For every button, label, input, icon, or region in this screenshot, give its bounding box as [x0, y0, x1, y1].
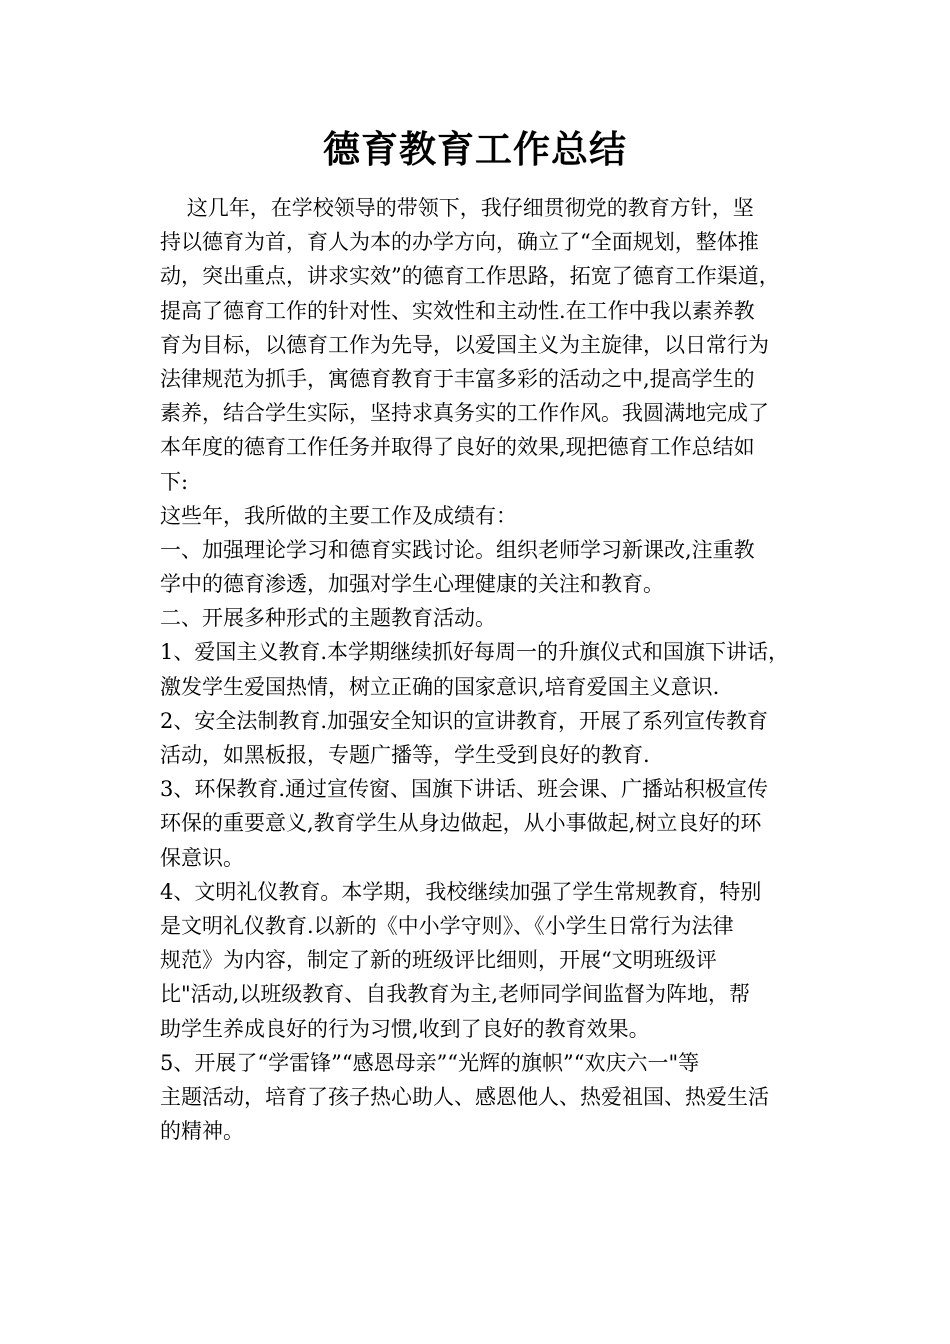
text-line: 保意识。 — [160, 845, 244, 870]
text-line: 1、爱国主义教育.本学期继续抓好每周一的升旗仪式和国旗下讲话， — [160, 640, 790, 665]
text-line: 持以德育为首，育人为本的办学方向，确立了“全面规划，整体推 — [160, 230, 759, 255]
text-line: 比"活动,以班级教育、自我教育为主,老师同学间监督为阵地，帮 — [160, 982, 751, 1007]
text-line: 本年度的德育工作任务并取得了良好的效果,现把德育工作总结如 — [160, 435, 755, 460]
text-line: 主题活动，培育了孩子热心助人、感恩他人、热爱祖国、热爱生活 — [160, 1084, 769, 1109]
document-title: 德育教育工作总结 — [323, 127, 627, 171]
text-line: 环保的重要意义,教育学生从身边做起，从小事做起,树立良好的环 — [160, 811, 762, 836]
text-line: 3、环保教育.通过宣传窗、国旗下讲话、班会课、广播站积极宣传 — [160, 777, 769, 802]
text-line: 提高了德育工作的针对性、实效性和主动性.在工作中我以素养教 — [160, 298, 755, 323]
text-line: 素养，结合学生实际，坚持求真务实的工作作风。我圆满地完成了 — [160, 401, 769, 426]
text-line: 这几年，在学校领导的带领下，我仔细贯彻党的教育方针，坚 — [160, 196, 754, 220]
text-line: 活动，如黑板报，专题广播等，学生受到良好的教育. — [160, 743, 650, 767]
text-line: 的精神。 — [160, 1119, 244, 1144]
text-line: 二、开展多种形式的主题教育活动。 — [160, 606, 496, 631]
text-line: 5、开展了“学雷锋”“感恩母亲”“光辉的旗帜”“欢庆六一"等 — [160, 1050, 700, 1075]
text-line: 2、安全法制教育.加强安全知识的宣讲教育，开展了系列宣传教育 — [160, 708, 769, 733]
text-line: 法律规范为抓手，寓德育教育于丰富多彩的活动之中,提高学生的 — [160, 366, 755, 391]
text-line: 下: — [160, 469, 189, 494]
text-line: 规范》为内容，制定了新的班级评比细则，开展“文明班级评 — [160, 948, 717, 973]
document-body — [160, 191, 820, 1148]
text-line: 这些年，我所做的主要工作及成绩有： — [160, 503, 517, 528]
text-line: 激发学生爱国热情，树立正确的国家意识,培育爱国主义意识. — [160, 674, 720, 699]
text-line: 育为目标，以德育工作为先导，以爱国主义为主旋律，以日常行为 — [160, 332, 769, 357]
text-line: 动，突出重点，讲求实效”的德育工作思路，拓宽了德育工作渠道， — [160, 264, 780, 289]
text-line: 助学生养成良好的行为习惯,收到了良好的教育效果。 — [160, 1016, 650, 1041]
text-line: 学中的德育渗透，加强对学生心理健康的关注和教育。 — [160, 572, 664, 597]
text-line: 一、加强理论学习和德育实践讨论。组织老师学习新课改,注重教 — [160, 537, 755, 562]
text-line: 是文明礼仪教育.以新的《中小学守则》、《小学生日常行为法律 — [160, 913, 734, 938]
text-line: 4、文明礼仪教育。本学期，我校继续加强了学生常规教育，特别 — [160, 879, 762, 904]
